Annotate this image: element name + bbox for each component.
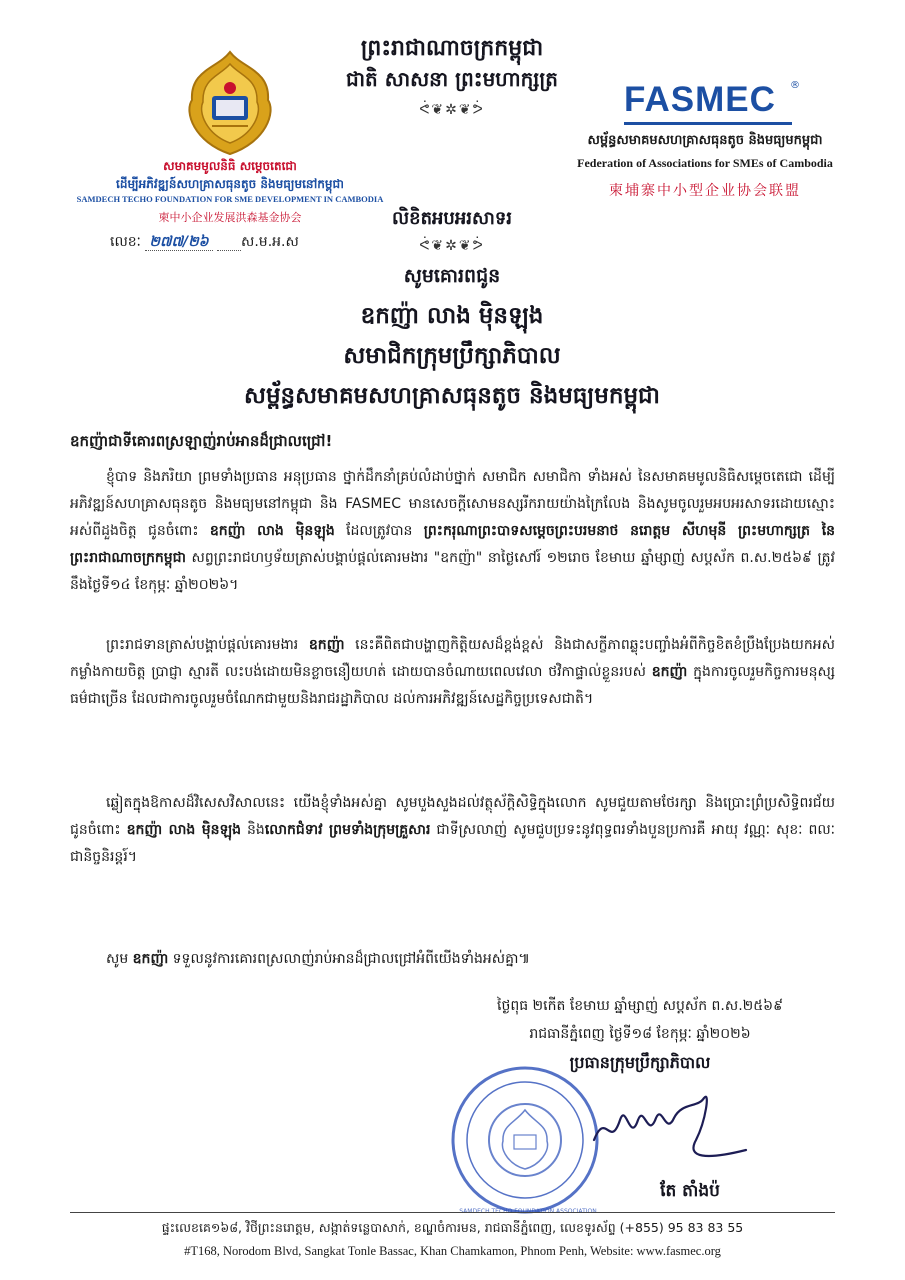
- right-org-en-name: Federation of Associations for SMEs of Cambodia: [577, 156, 833, 170]
- paragraph-2: ព្រះរាជទានត្រាស់បង្គាប់ផ្ដល់គោរមងារ ឧកញ៉ា នេះគឺពិតជាបង្ហាញកិត្តិយសដ៏ខ្ពង់ខ្ពស់ និងជាសក្ខីភាពឆ្លុះបញ្ចាំងអំពីកិច្ចខិតខំប្រឹងប្រែងយកអស់កម្លាំងកាយចិត្ត ប្រាជ្ញា ស្មារតី លះបង់ដោយមិនខ្លាចនឿយហត់ ដោយបានចំណាយពេលវេលា ថវិកាផ្ទាល់ខ្លួនរបស់ ឧកញ៉ា ក្នុងការចូលរួមកិច្ចការមនុស្សធម៌ជាច្រើន ដែលជាការចូលរួមចំណែកជាមួយនិងរាជរដ្ឋាភិបាល ដល់ការអភិវឌ្ឍន៍សេដ្ឋកិច្ចប្រទេសជាតិ។: [70, 637, 835, 707]
- right-org-kh-name: សម្ព័ន្ធសមាគមសហគ្រាសធុនតូច និងមធ្យមកម្ពុជា: [587, 133, 823, 148]
- fasmec-logo: FASMEC: [624, 80, 776, 119]
- ref-label: លេខៈ: [110, 234, 141, 250]
- footer-en-address: #T168, Norodom Blvd, Sangkat Tonle Bassac, Khan Chamkamon, Phnom Penh, Website: www.fasmec.org: [184, 1244, 721, 1258]
- registered-mark: ®: [790, 80, 800, 91]
- kingdom-title: ព្រះរាជាណាចក្រកម្ពុជា: [360, 35, 544, 61]
- date-lunar: ថ្ងៃពុធ ២កើត ខែមាឃ ឆ្នាំម្សាញ់ សប្តស័ក ព.ស.២៥៦៩: [497, 998, 783, 1014]
- title-ornament: ᕚ❦✲❦ᕘ: [419, 238, 485, 254]
- header-ornament: ᕚ❦✲❦ᕘ: [419, 102, 485, 118]
- left-org-cn-name: 柬中小企业发展洪森基金协会: [158, 211, 302, 224]
- to-label: សូមគោរពជូន: [403, 265, 501, 287]
- ref-suffix: ស.ម.អ.ស: [241, 234, 299, 250]
- signer-title: ប្រធានក្រុមប្រឹក្សាភិបាល: [569, 1053, 711, 1072]
- right-org-cn-name: 柬埔寨中小型企业协会联盟: [609, 183, 801, 199]
- paragraph-4: សូម ឧកញ៉ា ទទួលនូវការគោរពស្រលាញ់រាប់អានដ៏ជ្រាលជ្រៅអំពីយើងទាំងអស់គ្នា៕: [106, 951, 531, 967]
- footer-divider: [70, 1212, 835, 1213]
- signer-name: តែ តាំងប៉: [660, 1181, 720, 1201]
- recipient-org: សម្ព័ន្ធសមាគមសហគ្រាសធុនតូច និងមធ្យមកម្ពុជា: [244, 382, 660, 409]
- left-org-kh-name-1: សមាគមមូលនិធិ សម្ដេចតេជោ: [163, 159, 297, 173]
- footer-kh-address: ផ្ទះលេខគេ១៦៨, វិថីព្រះនរោត្តម, សង្កាត់ទន្លេបាសាក់, ខណ្ឌចំការមន, រាជធានីភ្នំពេញ, លេខទូរស័ព្ទ (+855) 95 83 83 55: [161, 1220, 744, 1235]
- left-org-kh-name-2: ដើម្បីអភិវឌ្ឍន៍សហគ្រាសធុនតូច និងមធ្យមនៅកម្ពុជា: [116, 177, 344, 191]
- handwritten-signature: [586, 1080, 756, 1170]
- paragraph-3: ឆ្លៀតក្នុងឱកាសដ៏វិសេសវិសាលនេះ យើងខ្ញុំទាំងអស់គ្នា សូមបួងសួងដល់វត្ថុស័ក្តិសិទ្ធិក្នុងលោក សូមជួយតាមថែរក្សា និងប្រោះព្រំប្រសិទ្ធិពរជ័យ ជូនចំពោះ ឧកញ៉ា លាង ម៉ិនឡុង និងលោកជំទាវ ព្រមទាំងក្រុមគ្រួសារ ជាទីស្រលាញ់ សូមជួបប្រទះនូវពុទ្ធពរទាំងបួនប្រការគឺ អាយុ វណ្ណៈ សុខៈ ពលៈ ជានិច្ចនិរន្តរ៍។: [70, 795, 835, 865]
- ref-number-value: ២៧៧/២៦: [145, 234, 212, 251]
- paragraph-1: ខ្ញុំបាទ និងភរិយា ព្រមទាំងប្រធាន អនុប្រធាន ថ្នាក់ដឹកនាំគ្រប់លំដាប់ថ្នាក់ សមាជិក សមាជិកា ទាំងអស់ នៃសមាគមមូលនិធិសម្ដេចតេជោ ដើម្បីអភិវឌ្ឍន៍សហគ្រាសធុនតូច និងមធ្យមនៅកម្ពុជា និង FASMEC មានសេចក្ដីសោមនស្សរីករាយយ៉ាងក្រៃលែង និងសូមចូលរួមអបអរសាទរដោយស្មោះអស់ពីដួងចិត្ត ជូនចំពោះ ឧកញ៉ា លាង ម៉ិនឡុង ដែលត្រូវបាន ព្រះករុណាព្រះបាទសម្ដេចព្រះបរមនាថ នរោត្តម សីហមុនី ព្រះមហាក្សត្រ នៃព្រះរាជាណាចក្រកម្ពុជា សព្វព្រះរាជហឫទ័យត្រាស់បង្គាប់ផ្ដល់គោរមងារ "ឧកញ៉ា" នាថ្ងៃសៅរ៍ ១២រោច ខែមាឃ ឆ្នាំម្សាញ់ សប្តស័ក ព.ស.២៥៦៩ ត្រូវនឹងថ្ងៃទី១៤ ខែកុម្ភៈ ឆ្នាំ២០២៦។: [70, 469, 836, 593]
- date-solar: រាជធានីភ្នំពេញ ថ្ងៃទី១៨ ខែកុម្ភៈ ឆ្នាំ២០២៦: [529, 1026, 751, 1042]
- letter-type: លិខិតអបអរសាទរ: [392, 208, 512, 229]
- organization-stamp: [450, 1065, 600, 1215]
- fasmec-logo-underline: [624, 122, 792, 125]
- salutation: ឧកញ៉ាជាទីគោរពស្រឡាញ់រាប់អានដ៏ជ្រាលជ្រៅ!: [70, 432, 333, 450]
- recipient-name: ឧកញ៉ា លាង ម៉ិនឡុង: [360, 302, 544, 329]
- samdech-techo-foundation-logo: [182, 50, 278, 156]
- left-org-en-name: SAMDECH TECHO FOUNDATION FOR SME DEVELOPMENT IN CAMBODIA: [76, 194, 384, 204]
- recipient-title: សមាជិកក្រុមប្រឹក្សាភិបាល: [343, 342, 561, 369]
- national-motto: ជាតិ សាសនា ព្រះមហាក្សត្រ: [346, 67, 558, 91]
- reference-number: [110, 232, 299, 253]
